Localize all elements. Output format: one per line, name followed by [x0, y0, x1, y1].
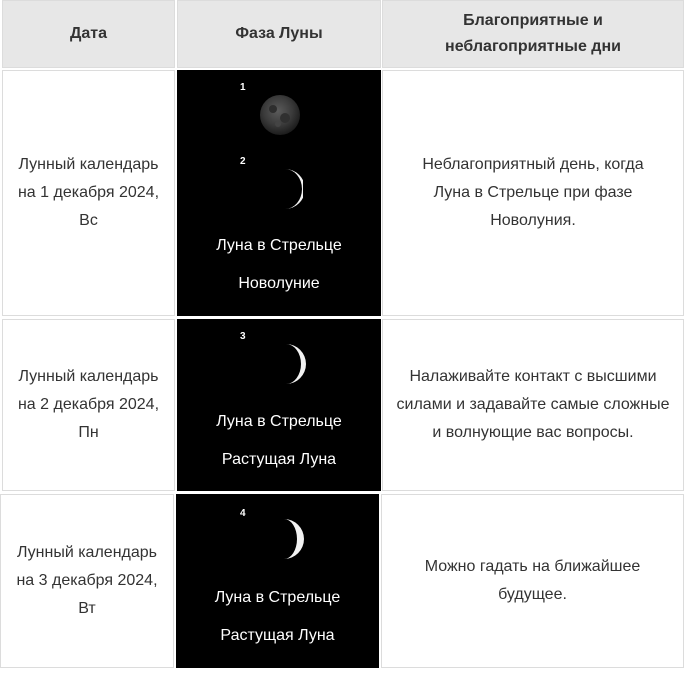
description-text: Можно гадать на ближайшее будущее. [424, 558, 641, 603]
date-line: Пн [78, 424, 99, 441]
date-line: Лунный календарь [16, 544, 157, 561]
moon-day-number: 4 [240, 508, 246, 519]
header-moon-phase [177, 0, 381, 68]
moon-phase: Новолуние [238, 275, 320, 292]
moon-sign: Луна в Стрельце [214, 589, 341, 606]
date-line: Лунный календарь [18, 156, 159, 173]
header-favorable-days [382, 0, 684, 68]
moon-day-number: 3 [240, 331, 246, 342]
row-1-moon-cell [177, 70, 381, 316]
header-days-label: Благоприятные и неблагоприятные дни [445, 12, 621, 55]
date-line: на 3 декабря 2024, [16, 572, 158, 589]
row-3-description [381, 494, 684, 668]
date-line: Лунный календарь [18, 368, 159, 385]
crescent-moon-icon [284, 343, 306, 385]
row-2-moon-cell [177, 319, 381, 491]
header-date [2, 0, 175, 68]
row-1-date [2, 70, 175, 316]
date-line: на 2 декабря 2024, [17, 396, 160, 413]
date-line: Вт [78, 600, 96, 617]
date-line: на 1 декабря 2024, [17, 184, 160, 201]
crescent-moon-icon [282, 518, 306, 560]
moon-sign: Луна в Стрельце [216, 237, 342, 254]
row-2-description [382, 319, 684, 491]
description-text: Налаживайте контакт с высшими силами и задавайте самые сложные и волнующие вас вопросы. [396, 368, 670, 441]
moon-sign: Луна в Стрельце [216, 413, 342, 430]
date-text [18, 363, 159, 447]
moon-day-number: 1 [240, 82, 246, 93]
row-2-date [2, 319, 175, 491]
header-phase-label: Фаза Луны [235, 25, 323, 42]
row-3-moon-cell [176, 494, 379, 668]
new-moon-icon [259, 94, 301, 136]
row-1-description [382, 70, 684, 316]
crescent-moon-icon [283, 168, 303, 210]
date-line: Вс [79, 212, 98, 229]
description-text: Неблагоприятный день, когда Луна в Стрельце при фазе Новолуния. [422, 156, 644, 229]
header-date-label: Дата [69, 25, 108, 42]
moon-day-number: 2 [240, 156, 246, 167]
row-3-date [0, 494, 174, 668]
date-text [16, 539, 157, 623]
moon-phase: Растущая Луна [221, 451, 337, 468]
date-text [18, 151, 159, 235]
moon-phase: Растущая Луна [220, 627, 335, 644]
